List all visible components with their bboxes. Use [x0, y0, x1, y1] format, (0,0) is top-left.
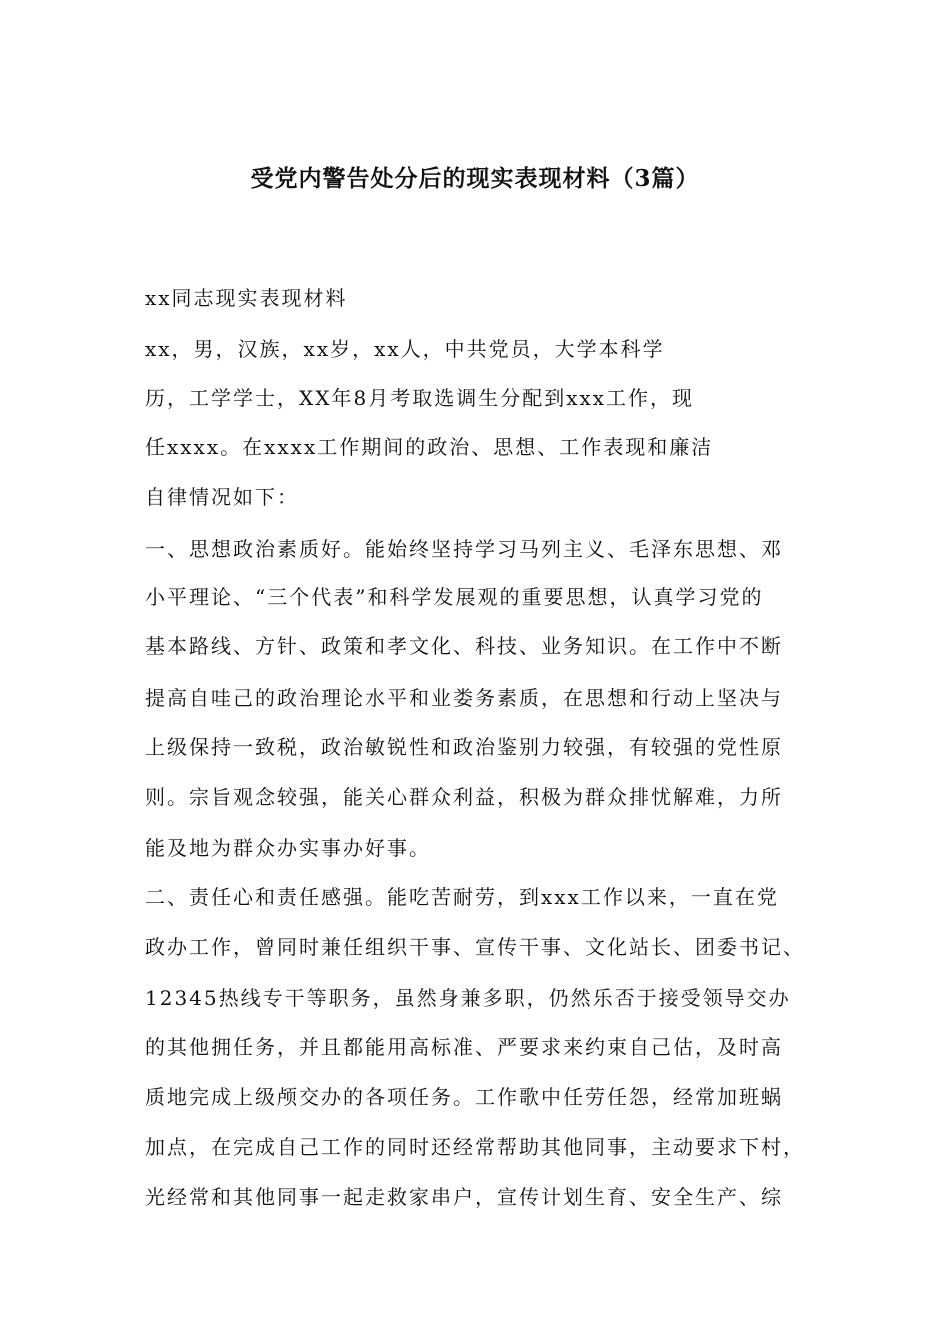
document-title: 受党内警告处分后的现实表现材料（3篇）	[250, 165, 700, 192]
document-line: 加点，在完成自己工作的同时还经常帮助其他同事，主动要求下村，	[145, 1135, 805, 1159]
document-line: xx，男，汉族，xx岁，xx人，中共党员，大学本科学	[145, 337, 665, 361]
document-line: 质地完成上级颅交办的各项任务。工作歌中任劳任怨，经常加班蜗	[145, 1085, 783, 1109]
document-line: 光经常和其他同事一起走救家串户，宣传计划生育、安全生产、综	[145, 1185, 783, 1209]
document-line: 基本路线、方针、政策和孝文化、科技、业务知识。在工作中不断	[145, 634, 783, 658]
document-line: 的其他拥任务，并且都能用高标准、严要求来约束自己估，及时高	[145, 1035, 783, 1059]
document-line: 小平理论、“三个代表”和科学发展观的重要思想，认真学习党的	[145, 585, 764, 609]
document-line: 提高自哇己的政治理论水平和业娄务素质，在思想和行动上坚决与	[145, 686, 783, 710]
document-line: 政办工作，曾同时兼任组织干事、宣传干事、文化站长、团委书记、	[145, 935, 805, 959]
document-line: 12345热线专干等职务，虽然身兼多职，仍然乐否于接受领导交办	[145, 986, 791, 1010]
document-line: 能及地为群众办实事办好事。	[145, 836, 431, 860]
document-line: 一、思想政治素质好。能始终坚持学习马列主义、毛泽东思想、邓	[145, 537, 783, 561]
document-line: 历，工学学士，XX年8月考取选调生分配到xxx工作，现	[145, 386, 695, 410]
document-line: 任xxxx。在xxxx工作期间的政治、思想、工作表现和廉洁	[145, 435, 714, 459]
document-line: xx同志现实表现材料	[145, 286, 348, 310]
document-line: 上级保持一致税，政治敏锐性和政治鉴别力较强，有较强的党性原	[145, 735, 783, 759]
document-line: 则。宗旨观念较强，能关心群众利益，积极为群众排忧解难，力所	[145, 785, 783, 809]
document-line: 自律情况如下：	[145, 485, 299, 509]
document-line: 二、责任心和责任感强。能吃苦耐劳，到xxx工作以来，一直在党	[145, 885, 779, 909]
